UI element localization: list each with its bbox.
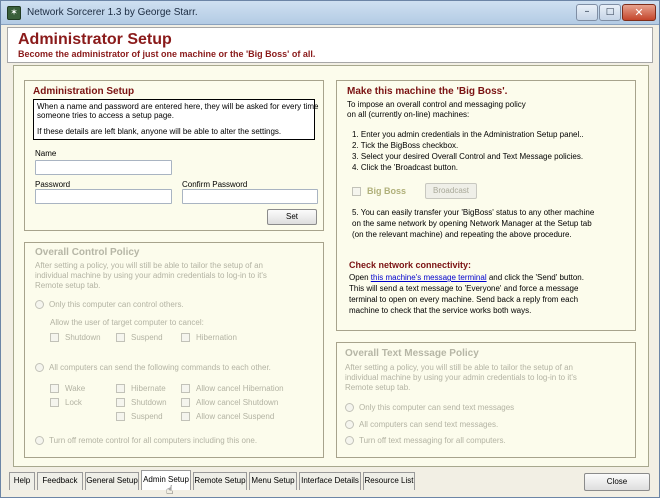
cancel-suspend-checkbox[interactable]: [116, 333, 125, 342]
connectivity-line2: This will send a text message to 'Everyone' and force a message: [349, 284, 579, 293]
confirm-password-label: Confirm Password: [182, 180, 248, 189]
step-2: 2. Tick the BigBoss checkbox.: [352, 141, 459, 150]
suspend-label: Suspend: [131, 412, 163, 421]
big-boss-title: Make this machine the 'Big Boss'.: [347, 86, 508, 97]
only-this-control-radio[interactable]: [35, 300, 44, 309]
connectivity-line1: [349, 273, 584, 282]
tab-menu-setup[interactable]: Menu Setup: [249, 472, 297, 490]
shutdown-label: Shutdown: [131, 398, 167, 407]
big-boss-group: [336, 80, 636, 331]
cancel-suspend-label: Suspend: [131, 333, 163, 342]
transfer-line2: on the same network by opening Network Manager at the Setup tab: [352, 219, 592, 228]
wake-checkbox[interactable]: [50, 384, 59, 393]
page-subtitle: Become the administrator of just one machine or the 'Big Boss' of all.: [18, 49, 316, 59]
title-bar[interactable]: [1, 1, 659, 25]
transfer-line1: 5. You can easily transfer your 'BigBoss' status to any other machine: [352, 208, 595, 217]
big-boss-intro1: To impose an overall control and messaging policy: [347, 100, 526, 109]
administration-setup-group: [24, 80, 324, 231]
suspend-checkbox[interactable]: [116, 412, 125, 421]
step-1: 1. Enter you admin credentials in the Administration Setup panel..: [352, 130, 584, 139]
tab-resource-list[interactable]: Resource List: [363, 472, 415, 490]
tab-admin-setup[interactable]: Admin Setup: [141, 470, 191, 490]
text-policy-title: Overall Text Message Policy: [345, 348, 479, 359]
big-boss-label: Big Boss: [367, 186, 407, 196]
control-policy-desc2: individual machine by using your admin credentials to log-in to it's: [35, 271, 267, 280]
close-button[interactable]: Close: [584, 473, 650, 491]
control-policy-desc3: Remote setup tab.: [35, 281, 101, 290]
set-button[interactable]: Set: [267, 209, 317, 225]
control-policy-title: Overall Control Policy: [35, 247, 140, 258]
step-3: 3. Select your desired Overall Control and Text Message policies.: [352, 152, 584, 161]
text-policy-desc2: individual machine by using your admin credentials to log-in to it's: [345, 373, 577, 382]
maximize-button[interactable]: □: [599, 4, 621, 21]
text-policy-desc3: Remote setup tab.: [345, 383, 411, 392]
connectivity-line4: machine to check that the service works both ways.: [349, 306, 532, 315]
broadcast-button[interactable]: Broadcast: [425, 183, 477, 199]
admin-note-line2: someone tries to access a setup page.: [37, 111, 174, 120]
allow-cancel-hibernation-checkbox[interactable]: [181, 384, 190, 393]
name-field[interactable]: [35, 160, 172, 175]
lock-label: Lock: [65, 398, 82, 407]
hibernate-checkbox[interactable]: [116, 384, 125, 393]
allow-cancel-hibernation-label: Allow cancel Hibernation: [196, 384, 284, 393]
step-4: 4. Click the 'Broadcast button.: [352, 163, 459, 172]
allow-cancel-shutdown-checkbox[interactable]: [181, 398, 190, 407]
tab-interface-details[interactable]: Interface Details: [299, 472, 361, 490]
all-text-radio[interactable]: [345, 420, 354, 429]
conn-open-text: Open: [349, 273, 371, 282]
lock-checkbox[interactable]: [50, 398, 59, 407]
big-boss-intro2: on all (currently on-line) machines:: [347, 110, 470, 119]
wake-label: Wake: [65, 384, 86, 393]
hand-cursor-icon: ☝: [166, 483, 174, 497]
page-title: Administrator Setup: [18, 31, 172, 48]
allow-cancel-suspend-checkbox[interactable]: [181, 412, 190, 421]
close-window-button[interactable]: ✕: [622, 4, 656, 21]
administration-setup-title: Administration Setup: [33, 86, 135, 97]
name-label: Name: [35, 149, 57, 158]
only-this-control-label: Only this computer can control others.: [49, 300, 184, 309]
allow-cancel-suspend-label: Allow cancel Suspend: [196, 412, 275, 421]
tab-help[interactable]: Help: [9, 472, 35, 490]
only-this-text-radio[interactable]: [345, 403, 354, 412]
tab-feedback[interactable]: Feedback: [37, 472, 83, 490]
shutdown-checkbox[interactable]: [116, 398, 125, 407]
turn-off-remote-radio[interactable]: [35, 436, 44, 445]
only-this-text-label: Only this computer can send text messages: [359, 403, 515, 412]
cancel-hibernation-checkbox[interactable]: [181, 333, 190, 342]
admin-note-line3: If these details are left blank, anyone will be able to alter the settings.: [37, 127, 282, 136]
message-terminal-link[interactable]: this machine's message terminal: [370, 273, 487, 282]
cancel-hibernation-label: Hibernation: [196, 333, 237, 342]
conn-rest-text: and click the 'Send' button.: [486, 273, 584, 282]
admin-panel: [13, 65, 649, 467]
admin-note-line1: When a name and password are entered here, they will be asked for every time: [37, 102, 319, 111]
text-policy-desc1: After setting a policy, you will still be able to tailor the setup of an: [345, 363, 573, 372]
turn-off-text-radio[interactable]: [345, 436, 354, 445]
all-text-label: All computers can send text messages.: [359, 420, 499, 429]
turn-off-remote-label: Turn off remote control for all computers including this one.: [49, 436, 258, 445]
tab-remote-setup[interactable]: Remote Setup: [193, 472, 247, 490]
allow-cancel-label: Allow the user of target computer to cancel:: [50, 318, 204, 327]
turn-off-text-label: Turn off text messaging for all computers.: [359, 436, 506, 445]
password-label: Password: [35, 180, 71, 189]
transfer-line3: (on the relevant machine) and repeating the above procedure.: [352, 230, 572, 239]
page-header: [7, 27, 653, 63]
control-policy-group: [24, 242, 324, 458]
tab-general-setup[interactable]: General Setup: [85, 472, 139, 490]
app-icon: ✶: [7, 6, 21, 20]
allow-cancel-shutdown-label: Allow cancel Shutdown: [196, 398, 279, 407]
admin-note-box: [33, 99, 319, 140]
control-policy-desc1: After setting a policy, you will still be able to tailor the setup of an: [35, 261, 263, 270]
connectivity-line3: terminal to open on every machine. Send back a reply from each: [349, 295, 579, 304]
connectivity-title: Check network connectivity:: [349, 260, 472, 270]
all-computers-control-radio[interactable]: [35, 363, 44, 372]
window-title: Network Sorcerer 1.3 by George Starr.: [27, 7, 198, 18]
confirm-password-field[interactable]: [182, 189, 318, 204]
password-field[interactable]: [35, 189, 172, 204]
cancel-shutdown-checkbox[interactable]: [50, 333, 59, 342]
all-computers-control-label: All computers can send the following commands to each other.: [49, 363, 271, 372]
text-policy-group: [336, 342, 636, 458]
big-boss-checkbox[interactable]: [352, 187, 361, 196]
hibernate-label: Hibernate: [131, 384, 166, 393]
minimize-button[interactable]: –: [576, 4, 598, 21]
cancel-shutdown-label: Shutdown: [65, 333, 101, 342]
